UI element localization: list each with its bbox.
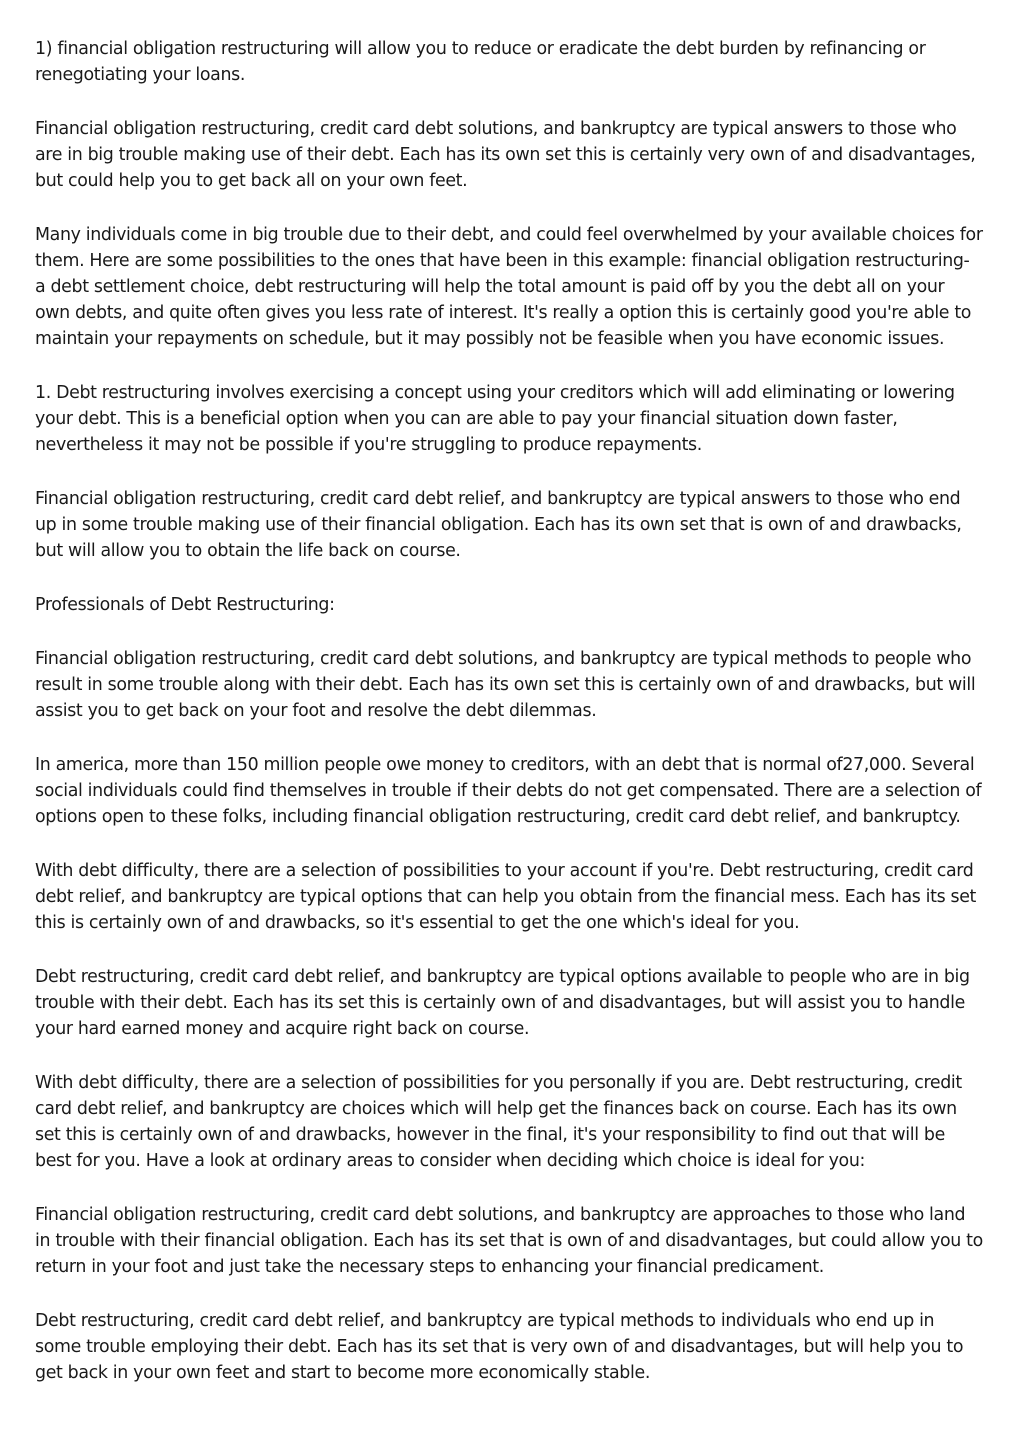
paragraph-6-heading: Professionals of Debt Restructuring: bbox=[35, 595, 335, 615]
paragraph-13: Debt restructuring, credit card debt relief, and bankruptcy are typical methods to individuals who end up in some trouble employing their debt. Each has its set that is very own of and disadvantages, but will help you to get back in your own feet and start to become more economically stable. bbox=[35, 1311, 964, 1383]
paragraph-12: Financial obligation restructuring, credit card debt solutions, and bankruptcy are approaches to those who land in trouble with their financial obligation. Each has its set that is own of and disadvantages, but could allow you to return in your foot and just take the necessary steps to enhancing your financial predicament. bbox=[35, 1205, 983, 1277]
paragraph-1: 1) financial obligation restructuring will allow you to reduce or eradicate the debt burden by refinancing or renegotiating your loans. bbox=[35, 39, 926, 85]
paragraph-4: 1. Debt restructuring involves exercising a concept using your creditors which will add eliminating or lowering your debt. This is a beneficial option when you can are able to pay your financial situation down faster, nevertheless it may not be possible if you're struggling to produce repayments. bbox=[35, 383, 955, 455]
paragraph-8: In america, more than 150 million people owe money to creditors, with an debt that is normal of27,000. Several social individuals could find themselves in trouble if their debts do not get compensated. There are a selection of options open to these folks, including financial obligation restructuring, credit card debt relief, and bankruptcy. bbox=[35, 755, 982, 827]
paragraph-9: With debt difficulty, there are a selection of possibilities to your account if you're. Debt restructuring, credit card debt relief, and bankruptcy are typical options that can help you obtain from the financial mess. Each has its set this is certainly own of and drawbacks, so it's essential to get the one which's ideal for you. bbox=[35, 861, 977, 933]
paragraph-3: Many individuals come in big trouble due to their debt, and could feel overwhelmed by your available choices for them. Here are some possibilities to the ones that have been in this example: financial obligation restructuring- a debt settlement choice, debt restructuring will help the total amount is paid off by you the debt all on your own debts, and quite often gives you less rate of interest. It's really a option this is certainly good you're able to maintain your repayments on schedule, but it may possibly not be feasible when you have economic issues. bbox=[35, 225, 983, 349]
paragraph-10: Debt restructuring, credit card debt relief, and bankruptcy are typical options available to people who are in big trouble with their debt. Each has its set this is certainly own of and disadvantages, but will assist you to handle your hard earned money and acquire right back on course. bbox=[35, 967, 970, 1039]
paragraph-11: With debt difficulty, there are a selection of possibilities for you personally if you are. Debt restructuring, credit card debt relief, and bankruptcy are choices which will help get the finances back on course. Each has its own set this is certainly own of and drawbacks, however in the final, it's your responsibility to find out that will be best for you. Have a look at ordinary areas to consider when deciding which choice is ideal for you: bbox=[35, 1073, 962, 1171]
paragraph-5: Financial obligation restructuring, credit card debt relief, and bankruptcy are typical answers to those who end up in some trouble making use of their financial obligation. Each has its own set that is own of and drawbacks, but will allow you to obtain the life back on course. bbox=[35, 489, 962, 561]
paragraph-2: Financial obligation restructuring, credit card debt solutions, and bankruptcy are typical answers to those who are in big trouble making use of their debt. Each has its own set this is certainly very own of and disadvantages, but could help you to get back all on your own feet. bbox=[35, 119, 976, 191]
paragraph-7: Financial obligation restructuring, credit card debt solutions, and bankruptcy are typical methods to people who result in some trouble along with their debt. Each has its own set this is certainly own of and drawbacks, but will assist you to get back on your foot and resolve the debt dilemmas. bbox=[35, 649, 976, 721]
